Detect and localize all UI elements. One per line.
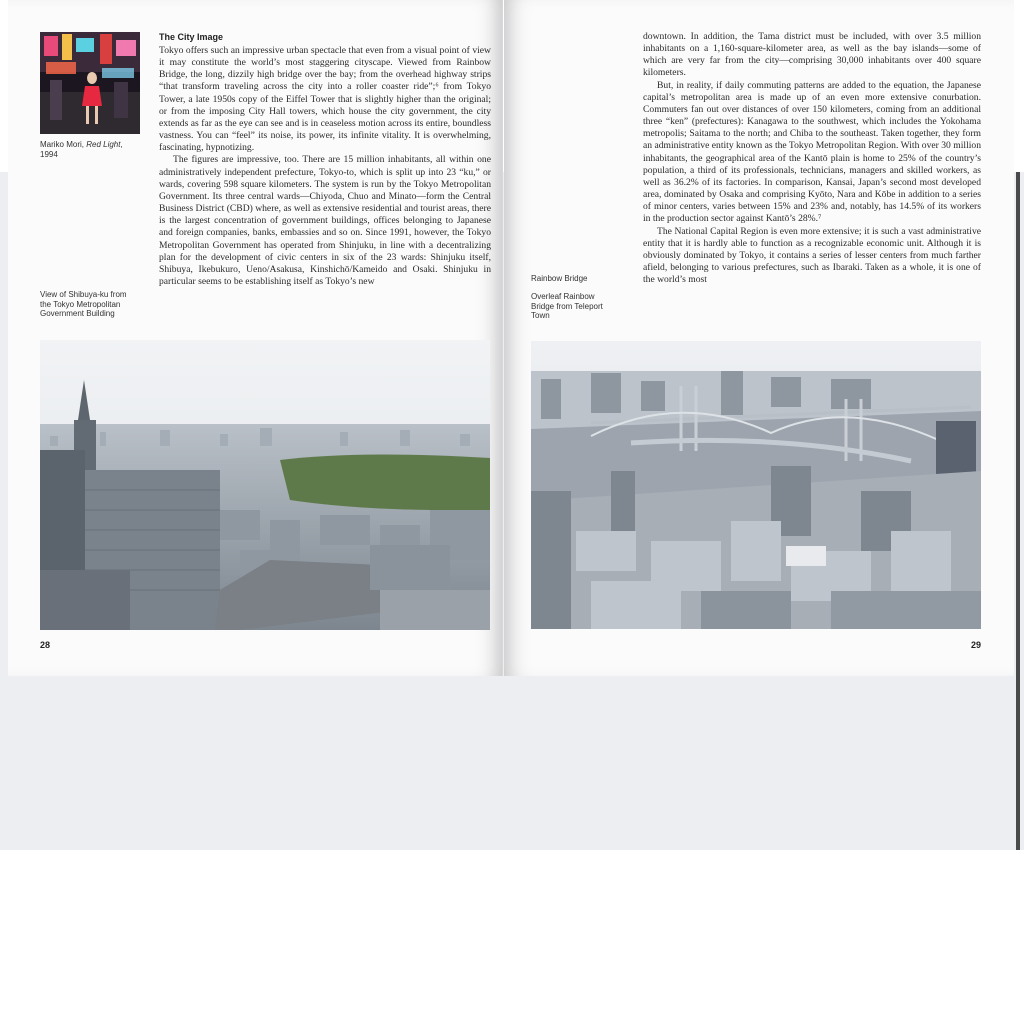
shibuya-cityscape-photo [40, 340, 490, 630]
caption-artwork-title: Red Light [86, 140, 121, 149]
thumbnail-caption [40, 140, 140, 159]
left-body-text [159, 45, 491, 288]
right-page-number: 29 [971, 640, 982, 650]
overleaf-caption: Overleaf Rainbow Bridge from Teleport Town [531, 292, 603, 320]
thumbnail-red-light-photo [40, 32, 140, 134]
book-edge [1016, 172, 1020, 850]
caption-year: , 1994 [40, 140, 123, 159]
left-page [8, 0, 503, 676]
rainbow-bridge-caption: Rainbow Bridge [531, 274, 588, 283]
left-paragraph-2: The figures are impressive, too. There are 15 million inhabitants, all within one administratively independent prefecture, Tokyo-to, which is split up into 23 “ku,” or wards, covering 598 square kilometers. The system is run by the Tokyo Metropolitan Government. Its three central wards—Chiyoda, Chuo and Minato—form the Central Business District (CBD) where, as well as extensive residential and tourist areas, there is the largest concentration of government buildings, offices belonging to Japanese and foreign companies, banks, embassies and so on. Since 1991, however, the Tokyo Metropolitan Government has operated from Shinjuku, in line with a decentralizing plan for the development of civic centers in six of the 23 wards: Shinjuku itself, Shibuya, Ikebukuro, Ueno/Asakusa, Kinshichō/Kameido and Osaki. Shinjuku in particular seems to be establishing itself as Tokyo’s new [159, 154, 491, 287]
right-paragraph-2: But, in reality, if daily commuting patterns are added to the equation, the Japanese capital’s metropolitan area is made up of an even more extensive conurbation. Commuters fan out over distances of over 150 kilometers, coming from an additional three “ken” (prefectures): Kanagawa to the southwest, which includes the Yokohama metropolis; Saitama to the north; and Chiba to the southeast. Taken together, they form an administrative entity known as the Tokyo Metropolitan Region. With over 30 million inhabitants, the geographical area of the Kantō plain is home to 25% of the country’s population, a third of its professionals, technicians, managers and skilled workers, as well as 36.2% of its factories. In comparison, Kansai, Japan’s second most developed area, dominated by Osaka and comprising Kyōto, Nara and Kōbe in addition to a series of minor centers, varies between 15% and 23% and, notably, has 14.5% of its workers in the production sector against Kantō’s 28%.⁷ [643, 79, 981, 225]
caption-artist: Mariko Mori, [40, 140, 87, 149]
rainbow-bridge-photo [531, 341, 981, 629]
section-title: The City Image [159, 32, 224, 42]
right-page [504, 0, 1014, 676]
right-body-text [643, 31, 981, 286]
left-paragraph-1: Tokyo offers such an impressive urban spectacle that even from a visual point of view it may constitute the world’s most staggering cityscape. Viewed from Rainbow Bridge, the long, dizzily high bridge over the bay; from the overhead highway strips “that transform traveling across the city into a roller coaster ride”;⁶ from Tokyo Tower, a late 1950s copy of the Eiffel Tower that is slightly higher than the original; or from the imposing City Hall towers, which house the city government, the city extends as far as the eye can see and is in ceaseless motion across its entire, boundless vastness. You can “feel” its noise, its power, its infinite vitality. It is overwhelming, fascinating, hypnotizing. [159, 45, 491, 154]
right-paragraph-1: downtown. In addition, the Tama district must be included, with over 3.5 million inhabitants on a 1,160-square-kilometer area, as well as the bay islands—some of which are very far from the city—comprising 30,000 inhabitants over 400 square kilometers. [643, 31, 981, 79]
right-paragraph-3: The National Capital Region is even more extensive; it is such a vast administrative entity that it is hardly able to function as a recognizable economic unit. Although it is obviously dominated by Tokyo, it contains a series of lesser centers from much farther afield, belonging to various prefectures, such as Ibaraki. Taken as a whole, it is one of the world’s most [643, 225, 981, 286]
shibuya-photo-caption: View of Shibuya-ku from the Tokyo Metropolitan Government Building [40, 290, 127, 318]
left-page-number: 28 [40, 640, 51, 650]
